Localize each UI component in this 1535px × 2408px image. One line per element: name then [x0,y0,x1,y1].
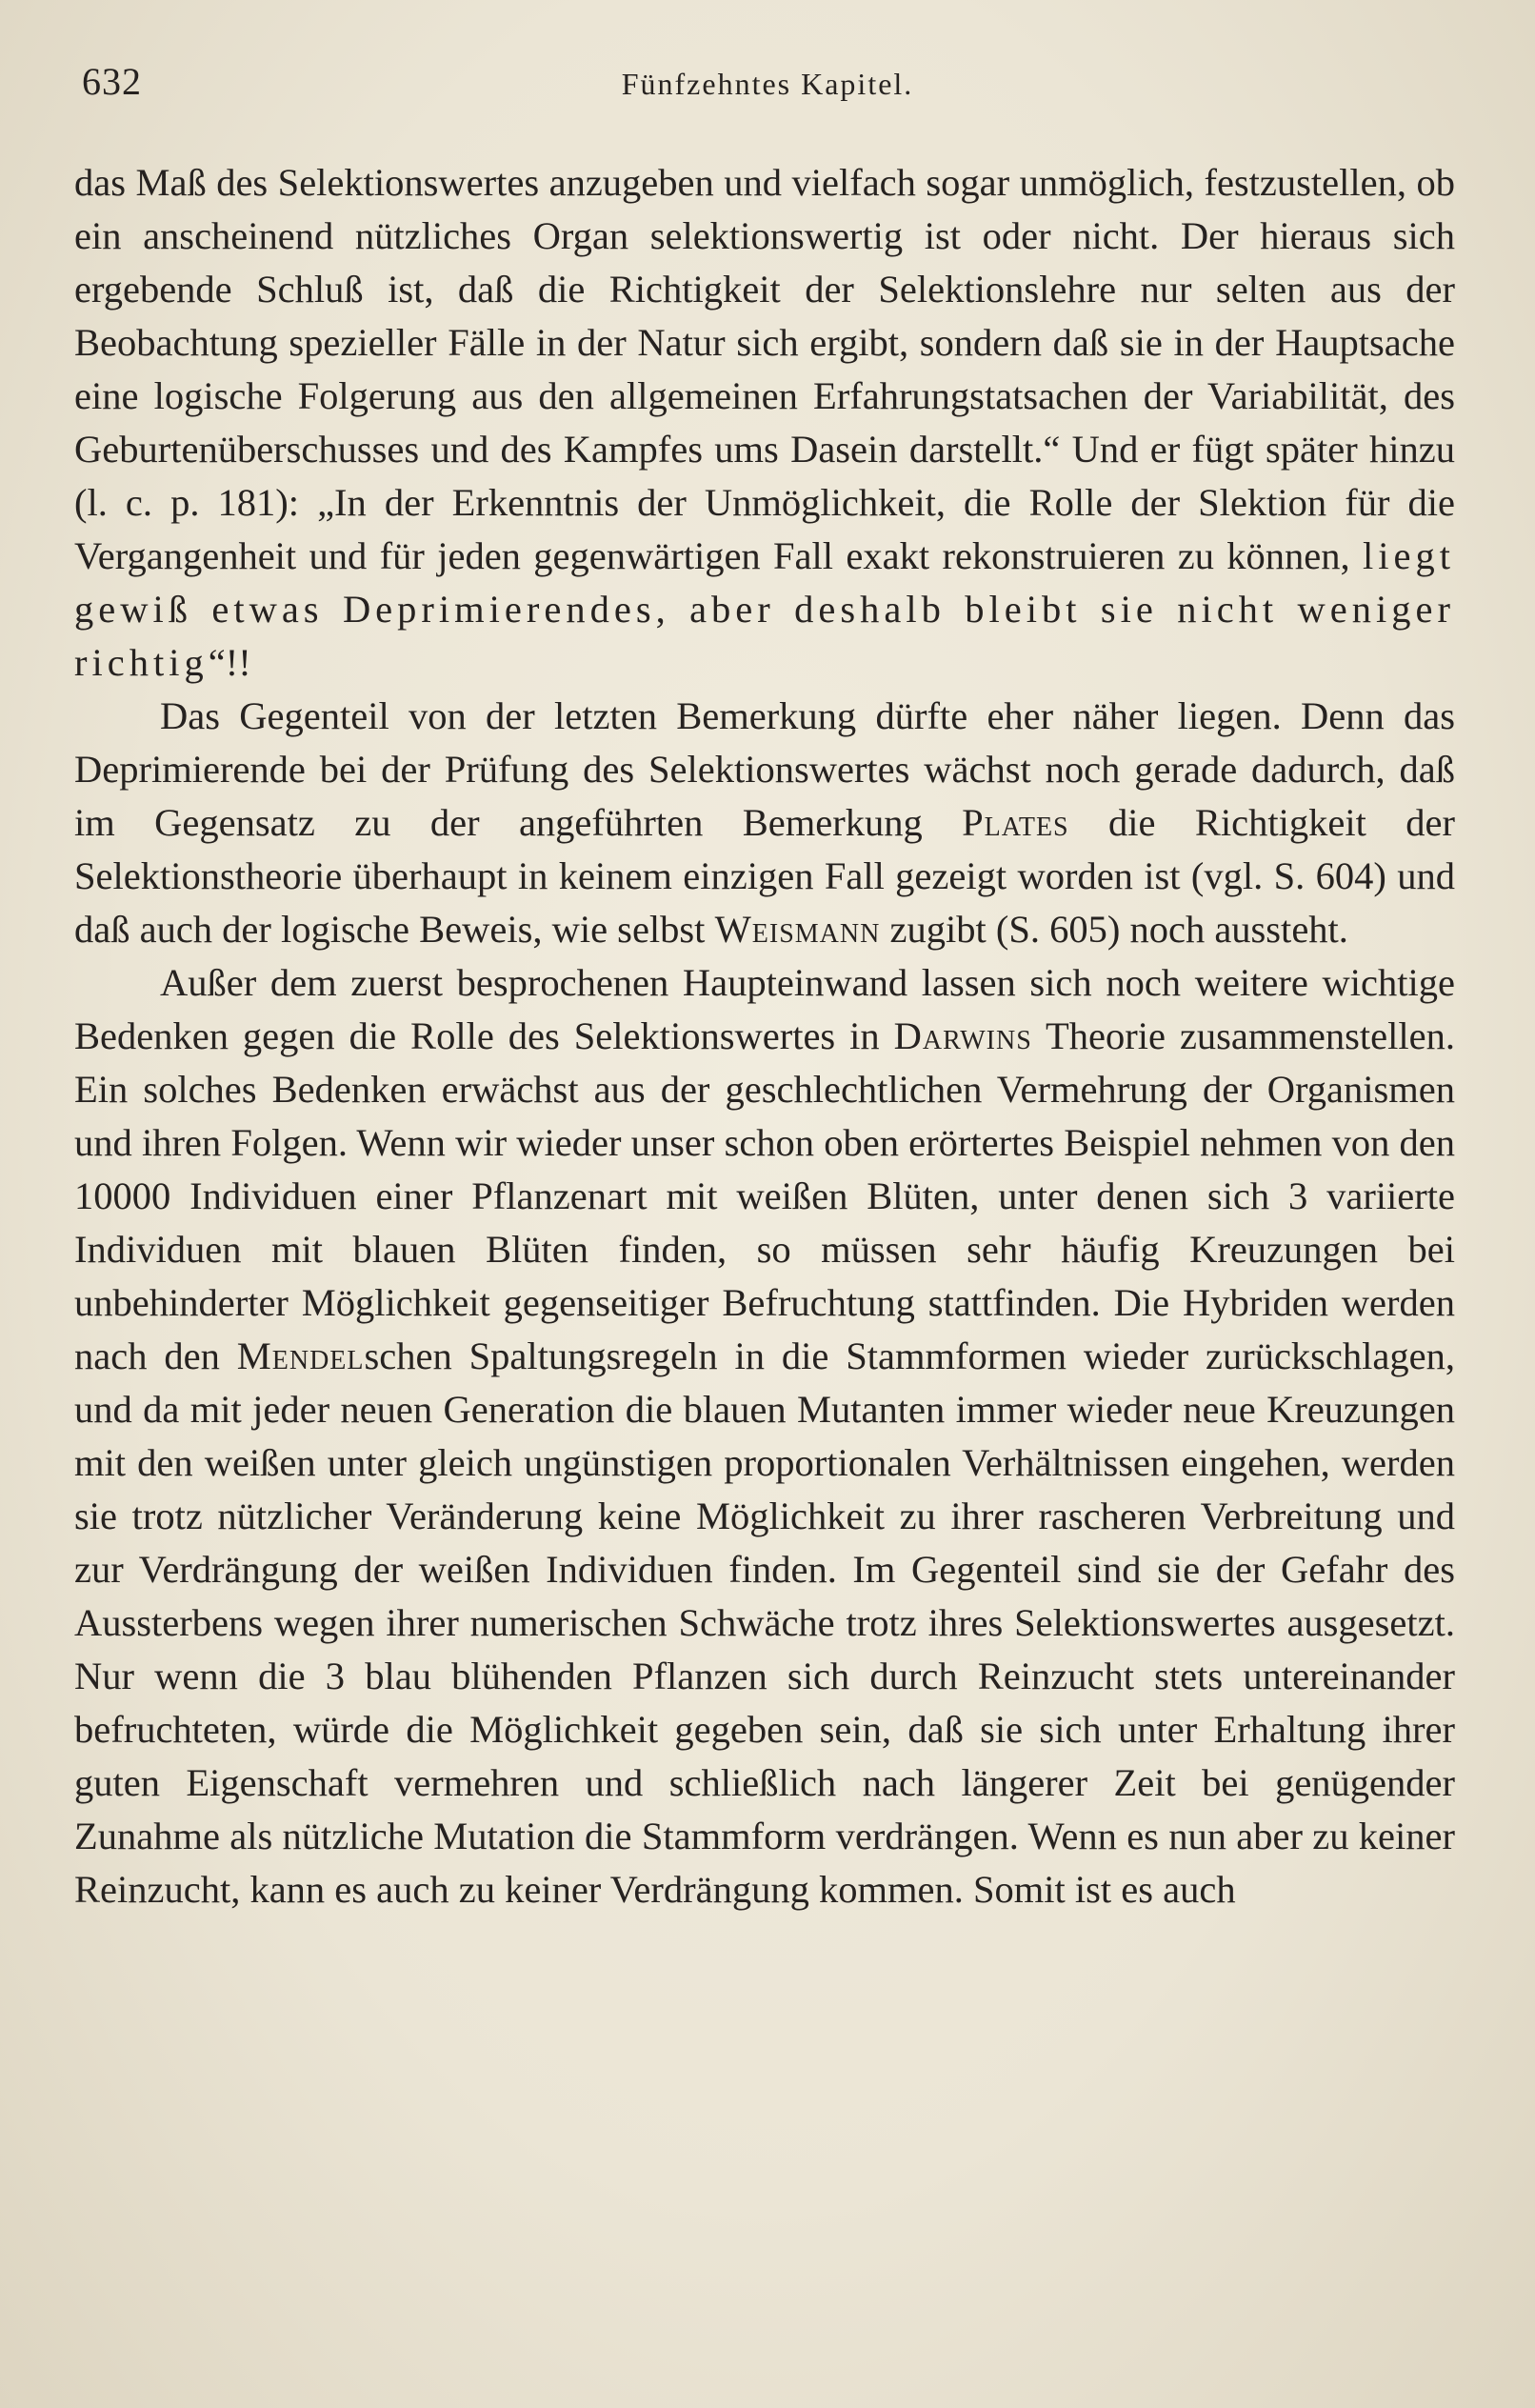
paragraph-2-text-a: Das Gegenteil von der letzten Bemerkung dürfte eher näher liegen. Denn das Deprimierende bei der Prüfung des Selektionswertes wächst noch gerade dadurch, daß im Gegensatz zu der angeführten Bemerkung [74,694,1455,844]
paragraph-1-text-b: “!! [208,641,251,684]
paragraph-2-text-b: die Richtigkeit der Selektionstheorie überhaupt in keinem einzigen Fall gezeigt worden ist (vgl. S. 604) und daß auch der logische Beweis, wie selbst [74,801,1455,951]
page-header [82,59,1453,116]
author-name-darwin: Darwins [893,1014,1032,1057]
paragraph-3-text-c: schen Spaltungsregeln in die Stammformen wieder zurückschlagen, und da mit jeder neuen Generation die blauen Mutanten immer wieder neue Kreuzungen mit den weißen unter gleich ungünstigen proportionalen Verhältnissen eingehen, werden sie trotz nützlicher Veränderung keine Möglichkeit zu ihrer rascheren Verbreitung und zur Verdrängung der weißen Individuen finden. Im Gegenteil sind sie der Gefahr des Aussterbens wegen ihrer numerischen Schwäche trotz ihres Selektionswertes ausgesetzt. Nur wenn die 3 blau blühenden Pflanzen sich durch Reinzucht stets untereinander befruchteten, würde die Möglichkeit gegeben sein, daß sie sich unter Erhaltung ihrer guten Eigenschaft vermehren und schließlich nach längerer Zeit bei genügender Zunahme als nützliche Mutation die Stammform verdrängen. Wenn es nun aber zu keiner Reinzucht, kann es auch zu keiner Verdrängung kommen. Somit ist es auch [74,1334,1455,1911]
page-number: 632 [82,60,142,103]
author-name-plate: Plates [962,801,1069,844]
paragraph-1-spaced-quote: liegt gewiß etwas Deprimierendes, aber deshalb bleibt sie nicht weniger richtig [74,534,1455,684]
paragraph-1 [74,156,1455,690]
paragraph-1-text-a: das Maß des Selektionswertes anzugeben und vielfach sogar unmöglich, festzustellen, ob ein anscheinend nützliches Organ selektionswertig ist oder nicht. Der hieraus sich ergebende Schluß ist, daß die Richtigkeit der Selektionslehre nur selten aus der Beobachtung spezieller Fälle in der Natur sich ergibt, sondern daß sie in der Hauptsache eine logische Folgerung aus den allgemeinen Erfahrungstatsachen der Variabilität, des Geburtenüberschusses und des Kampfes ums Dasein darstellt.“ Und er fügt später hinzu (l. c. p. 181): „In der Erkenntnis der Unmöglichkeit, die Rolle der Slektion für die Vergangenheit und für jeden gegenwärtigen Fall exakt rekonstruieren zu können, [74,161,1455,577]
paragraph-2 [74,690,1455,956]
author-name-mendel: Mendel [236,1334,365,1377]
author-name-weismann: Weismann [714,908,881,951]
paragraph-3 [74,956,1455,1916]
body-text [74,156,1455,1916]
paragraph-3-text-a: Außer dem zuerst besprochenen Haupteinwand lassen sich noch weitere wichtige Bedenken gegen die Rolle des Selektionswertes in [74,961,1455,1057]
paragraph-3-text-b: Theorie zusammenstellen. Ein solches Bedenken erwächst aus der geschlechtlichen Vermehrung der Organismen und ihren Folgen. Wenn wir wieder unser schon oben erörtertes Beispiel nehmen von den 10000 Individuen einer Pflanzenart mit weißen Blüten, unter denen sich 3 variierte Individuen mit blauen Blüten finden, so müssen sehr häufig Kreuzungen bei unbehinderter Möglichkeit gegenseitiger Befruchtung stattfinden. Die Hybriden werden nach den [74,1014,1455,1377]
paragraph-2-text-c: zugibt (S. 605) noch aussteht. [880,908,1348,951]
running-title: Fünfzehntes Kapitel. [621,67,914,101]
